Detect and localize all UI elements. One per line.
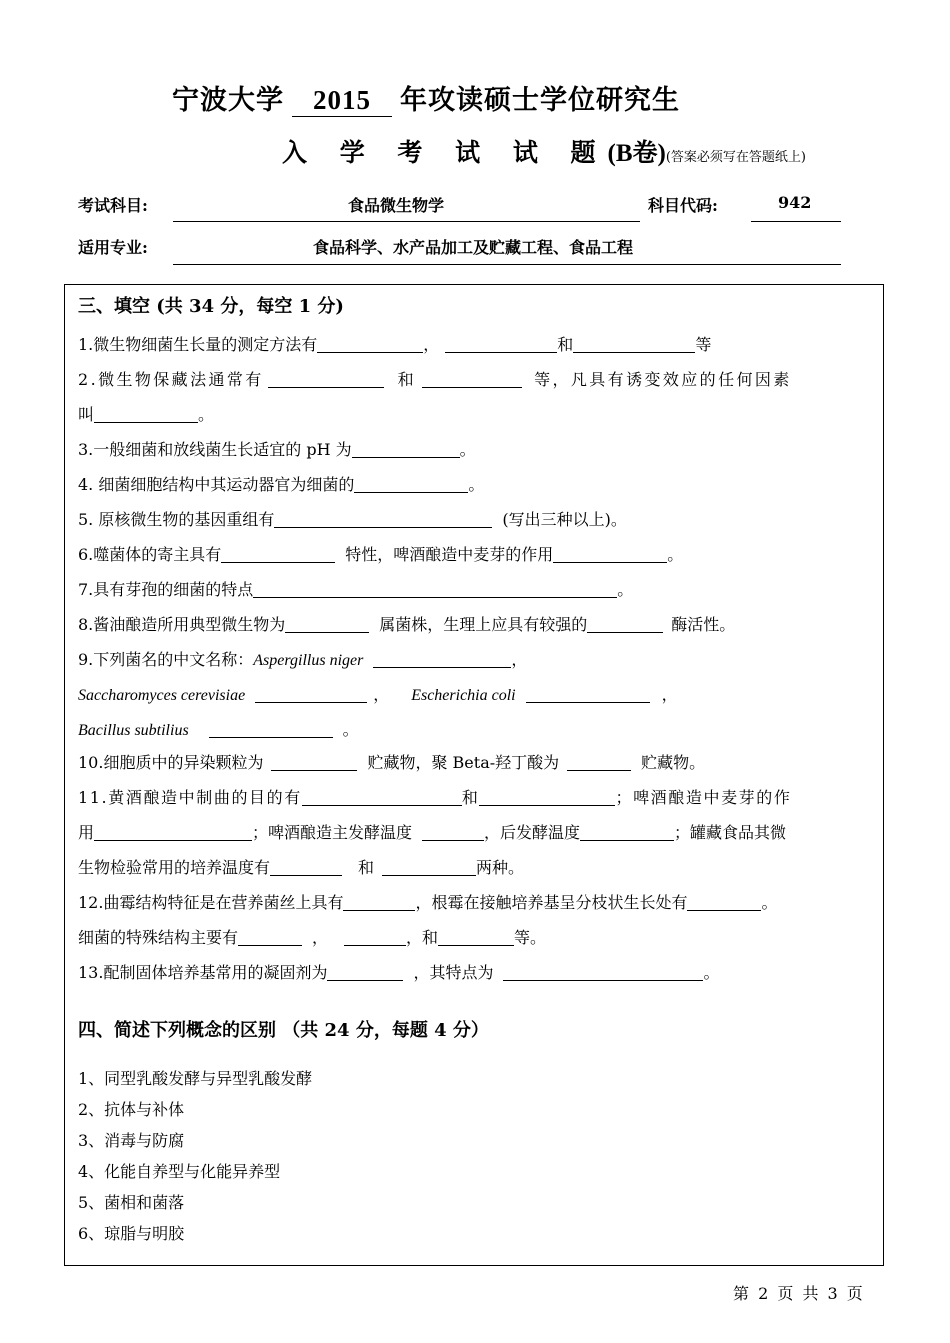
q9-text-c: ， — [373, 685, 390, 704]
blank — [354, 476, 468, 493]
q12-text-f: ，和 — [406, 928, 439, 947]
blank — [344, 929, 406, 946]
q1-text-d: 等 — [695, 335, 712, 354]
major-value: 食品科学、水产品加工及贮藏工程、食品工程 — [313, 238, 634, 257]
blank — [422, 824, 484, 841]
subject-label: 考试科目: — [78, 196, 148, 215]
blank — [587, 616, 663, 633]
university-name: 宁波大学 — [172, 85, 284, 116]
q7-text-a: 7.具有芽孢的细菌的特点 — [78, 580, 254, 599]
q8-text-c: 酶活性。 — [671, 615, 736, 634]
paper-version: (B卷) — [607, 140, 666, 167]
page-number: 第 2 页 共 3 页 — [733, 1284, 865, 1303]
q11-text-g: ；罐藏食品其微 — [674, 823, 787, 842]
major-underline — [173, 264, 841, 265]
q13-text-c: 。 — [703, 963, 720, 982]
blank — [573, 336, 695, 353]
q3-text-a: 3.一般细菌和放线菌生长适宜的 pH 为 — [78, 440, 352, 459]
code-underline — [751, 221, 841, 222]
blank — [209, 721, 333, 738]
species-aspergillus: Aspergillus niger — [253, 652, 364, 669]
species-bacillus: Bacillus subtilius — [78, 722, 189, 739]
blank — [253, 581, 617, 598]
major-label: 适用专业: — [78, 238, 148, 257]
q7-text-b: 。 — [617, 580, 634, 599]
q1-text-c: 和 — [557, 335, 574, 354]
blank — [270, 859, 342, 876]
q8-text-a: 8.酱油酿造所用典型微生物为 — [78, 615, 286, 634]
list-item: 6、琼脂与明胶 — [78, 1224, 185, 1243]
blank — [373, 651, 511, 668]
q12-text-b: ，根霉在接触培养基呈分枝状生长处有 — [415, 893, 688, 912]
blank — [445, 336, 557, 353]
blank — [94, 406, 198, 423]
question-10 — [78, 750, 705, 773]
q12-text-c: 。 — [761, 893, 778, 912]
question-13 — [78, 960, 719, 983]
q12-text-d: 细菌的特殊结构主要有 — [78, 928, 239, 947]
blank — [567, 754, 631, 771]
blank — [268, 371, 384, 388]
species-escherichia: Escherichia coli — [411, 687, 516, 704]
q6-text-c: 。 — [667, 545, 684, 564]
blank — [255, 686, 367, 703]
blank — [238, 929, 302, 946]
blank — [274, 511, 492, 528]
q12-text-a: 12.曲霉结构特征是在营养菌丝上具有 — [78, 893, 344, 912]
blank — [94, 824, 252, 841]
q6-text-b: 特性，啤酒酿造中麦芽的作用 — [345, 545, 554, 564]
blank — [553, 546, 667, 563]
q9-text-a: 9.下列菌名的中文名称： — [78, 650, 254, 669]
q1-text-b: ， — [423, 335, 440, 354]
subject-value: 食品微生物学 — [348, 196, 445, 215]
question-11-line1 — [78, 785, 791, 808]
question-4 — [78, 472, 484, 495]
q3-text-b: 。 — [459, 440, 476, 459]
q11-text-e: ；啤酒酿造主发酵温度 — [252, 823, 413, 842]
question-3 — [78, 437, 476, 460]
question-6 — [78, 542, 683, 565]
list-item: 1、同型乳酸发酵与异型乳酸发酵 — [78, 1069, 313, 1088]
q2-text-b: 和 — [397, 370, 417, 389]
q8-text-b: 属菌株，生理上应具有较强的 — [379, 615, 588, 634]
q6-text-a: 6.噬菌体的寄主具有 — [78, 545, 222, 564]
blank — [327, 964, 403, 981]
q11-text-j: 两种。 — [476, 858, 525, 877]
code-value: 942 — [778, 193, 812, 212]
q13-text-a: 13.配制固体培养基常用的凝固剂为 — [78, 963, 328, 982]
blank — [438, 929, 514, 946]
q9-text-d: ， — [661, 685, 678, 704]
q11-text-b: 和 — [461, 788, 480, 807]
q11-text-a: 11.黄酒酿造中制曲的目的有 — [78, 788, 302, 807]
q5-text-b: (写出三种以上)。 — [502, 510, 627, 529]
question-9-line1 — [78, 647, 527, 670]
list-item: 5、菌相和菌落 — [78, 1193, 185, 1212]
question-8 — [78, 612, 735, 635]
q10-text-b: 贮藏物，聚 Beta-羟丁酸为 — [367, 753, 560, 772]
q11-text-c: ；啤酒酿造中麦芽的作 — [615, 788, 792, 807]
question-9-line2 — [78, 682, 678, 705]
question-9-line3 — [78, 717, 359, 740]
list-item: 3、消毒与防腐 — [78, 1131, 185, 1150]
blank — [479, 789, 615, 806]
q12-text-g: 等。 — [514, 928, 547, 947]
q11-text-d: 用 — [78, 823, 95, 842]
question-1 — [78, 332, 711, 355]
q11-text-h: 生物检验常用的培养温度有 — [78, 858, 271, 877]
species-saccharomyces: Saccharomyces cerevisiae — [78, 687, 246, 704]
question-12-line2 — [78, 925, 546, 948]
blank — [352, 441, 460, 458]
blank — [302, 789, 462, 806]
blank — [422, 371, 522, 388]
blank — [503, 964, 703, 981]
question-11-line3 — [78, 855, 524, 878]
exam-title-line2 — [282, 133, 806, 169]
q10-text-c: 贮藏物。 — [641, 753, 706, 772]
code-label: 科目代码: — [648, 196, 718, 215]
exam-title-suffix: 年攻读硕士学位研究生 — [400, 85, 680, 116]
blank — [580, 824, 674, 841]
blank — [285, 616, 369, 633]
q2-text-a: 2.微生物保藏法通常有 — [78, 370, 264, 389]
list-item: 2、抗体与补体 — [78, 1100, 185, 1119]
q13-text-b: ，其特点为 — [413, 963, 494, 982]
q10-text-a: 10.细胞质中的异染颗粒为 — [78, 753, 264, 772]
question-5 — [78, 507, 627, 530]
exam-year: 2015 — [292, 85, 392, 117]
question-12-line1 — [78, 890, 777, 913]
answer-note: (答案必须写在答题纸上) — [665, 150, 807, 165]
blank — [221, 546, 335, 563]
q4-text-a: 4. 细菌细胞结构中其运动器官为细菌的 — [78, 475, 355, 494]
q2-text-e: 。 — [198, 405, 215, 424]
q1-text-a: 1.微生物细菌生长量的测定方法有 — [78, 335, 318, 354]
q4-text-b: 。 — [468, 475, 485, 494]
q12-text-e: ， — [312, 928, 329, 947]
subject-underline — [173, 221, 640, 222]
exam-title-main: 入 学 考 试 试 题 — [282, 138, 608, 167]
exam-title-line1 — [172, 78, 680, 117]
q11-text-f: ，后发酵温度 — [484, 823, 581, 842]
question-box — [64, 284, 884, 1266]
blank — [687, 894, 761, 911]
list-item: 4、化能自养型与化能异养型 — [78, 1162, 281, 1181]
blank — [317, 336, 423, 353]
question-2-line1 — [78, 367, 792, 390]
question-2-line2 — [78, 402, 214, 425]
q11-text-i: 和 — [358, 858, 375, 877]
q9-text-b: ， — [511, 650, 528, 669]
question-7 — [78, 577, 633, 600]
blank — [271, 754, 357, 771]
question-11-line2 — [78, 820, 786, 843]
blank — [526, 686, 650, 703]
blank — [382, 859, 476, 876]
q2-text-d: 叫 — [78, 405, 95, 424]
q9-text-e: 。 — [342, 720, 359, 739]
section-4-title: 四、简述下列概念的区别 （共 24 分，每题 4 分） — [78, 1020, 489, 1041]
q2-text-c: 等，凡具有诱变效应的任何因素 — [534, 370, 792, 389]
q5-text-a: 5. 原核微生物的基因重组有 — [78, 510, 275, 529]
section-3-title: 三、填空 (共 34 分，每空 1 分) — [78, 296, 344, 317]
blank — [343, 894, 415, 911]
